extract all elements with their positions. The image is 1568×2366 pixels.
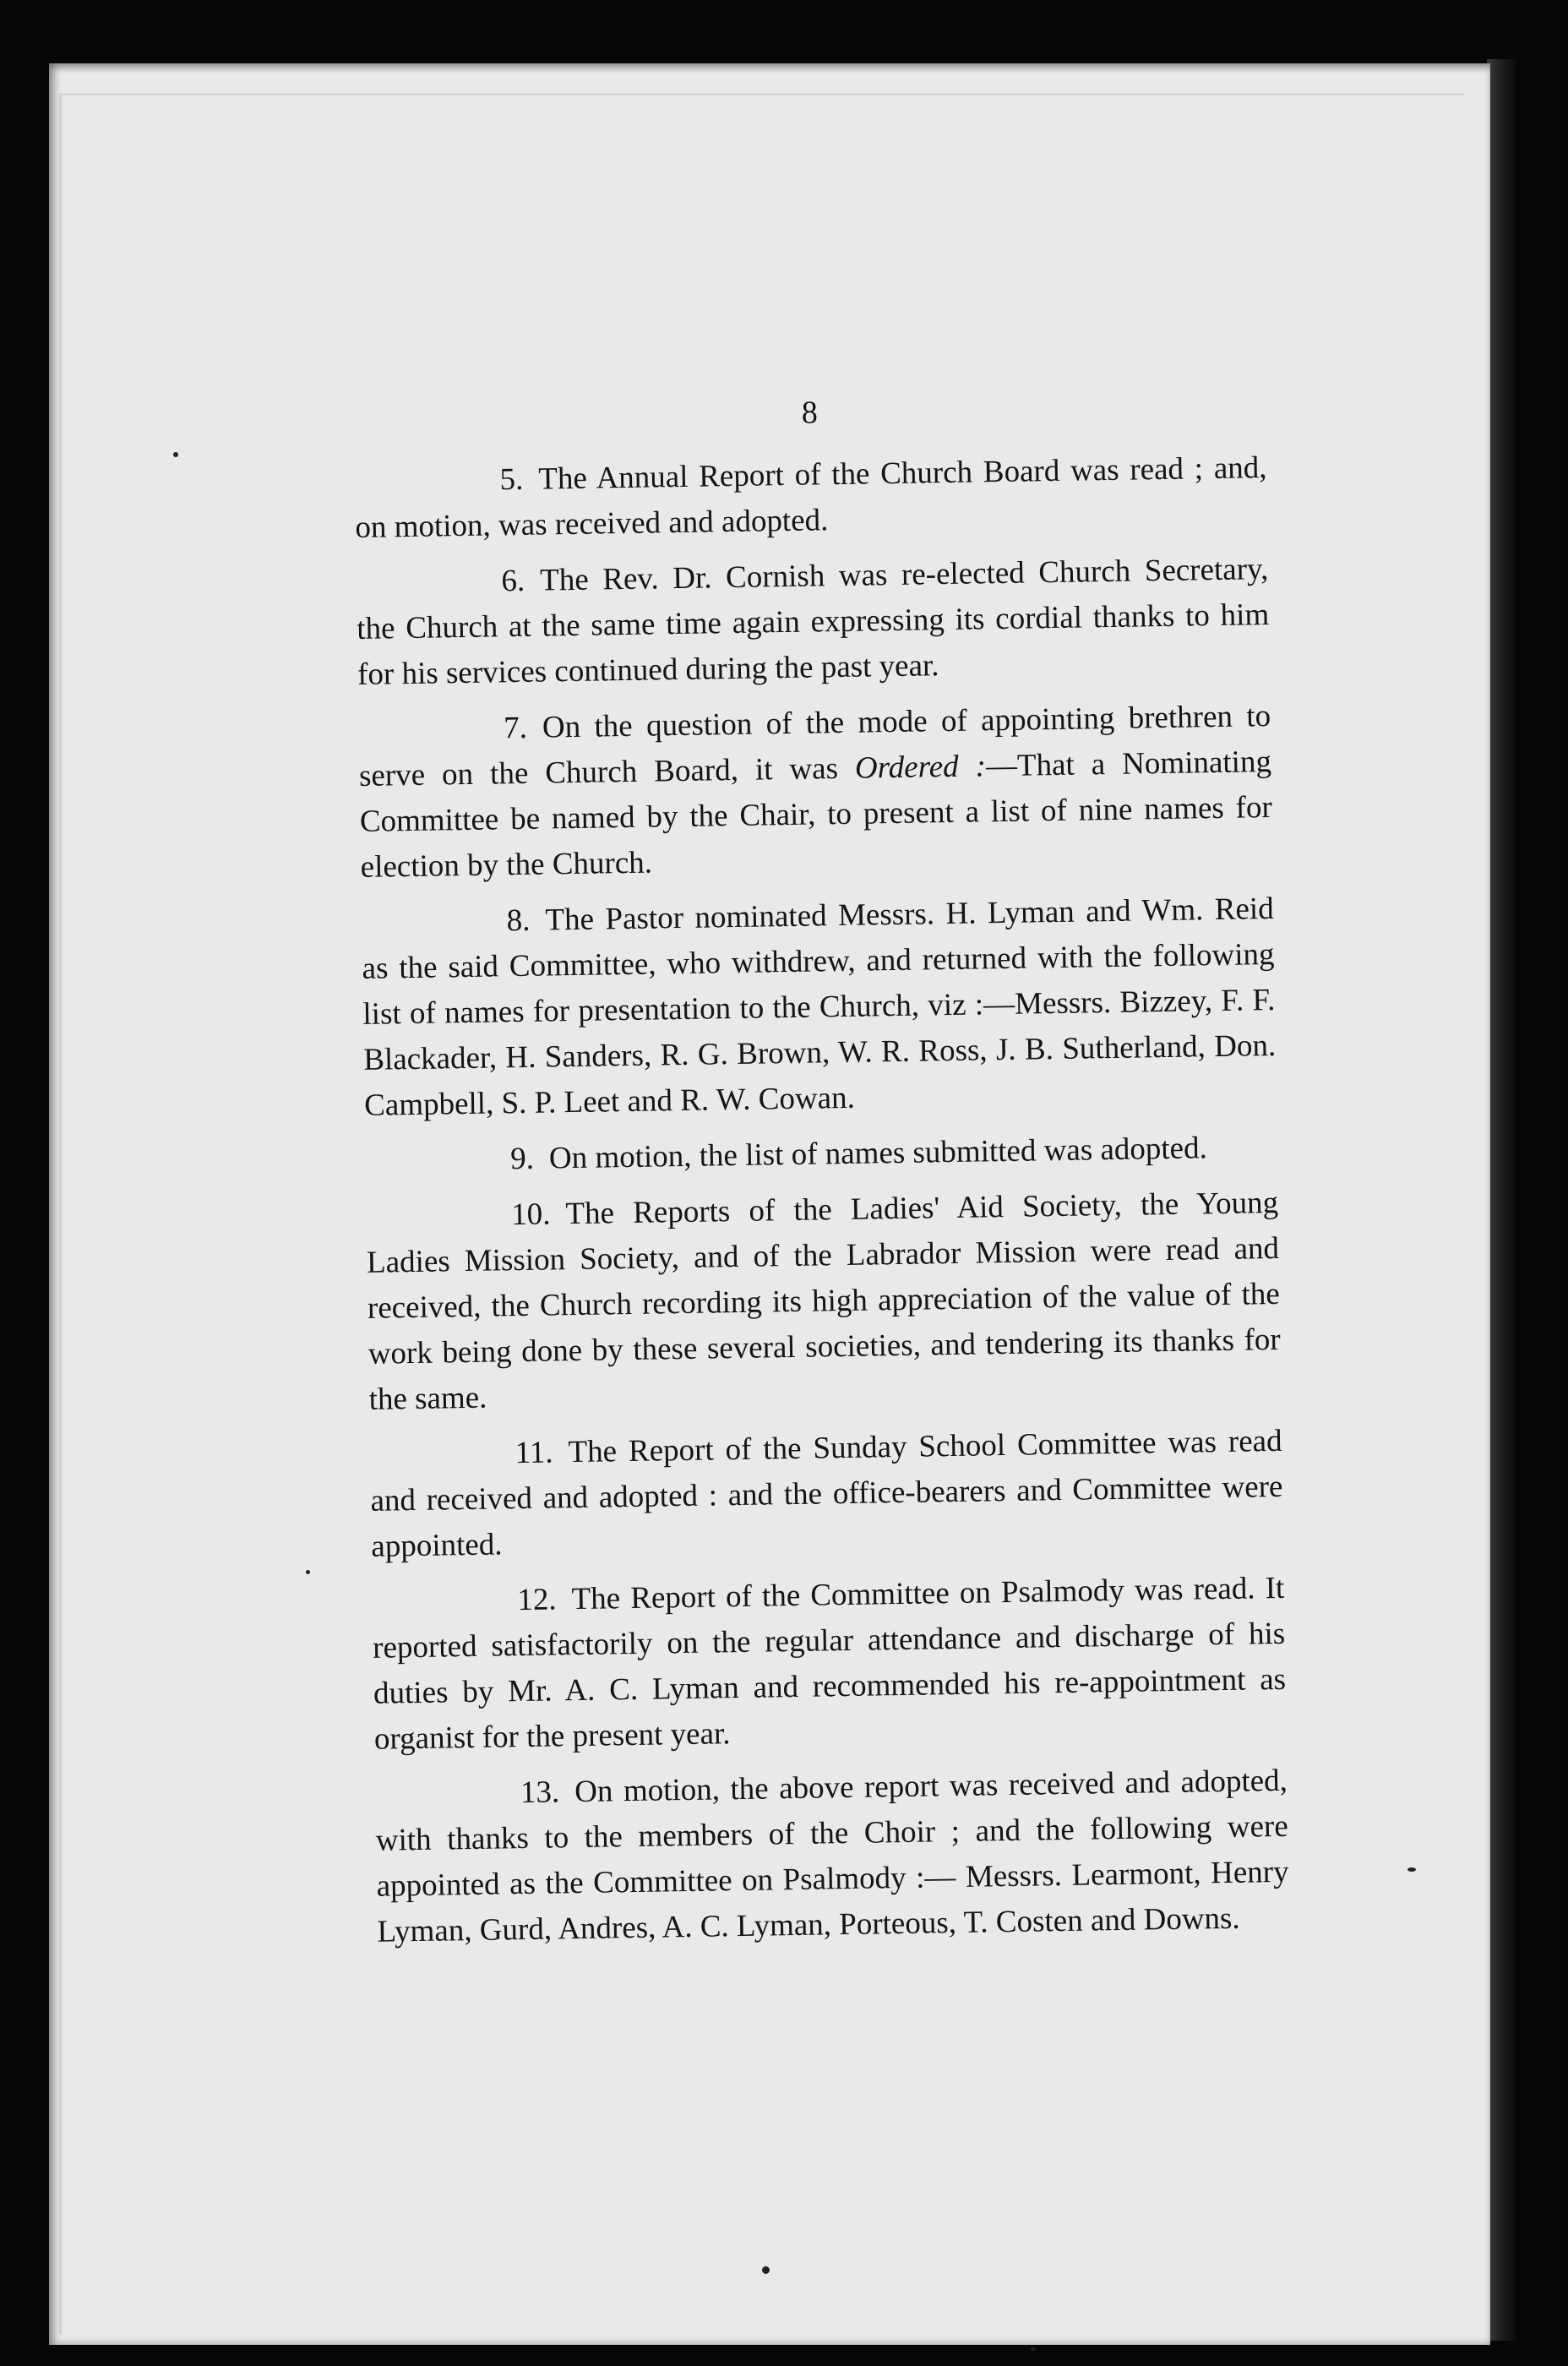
paragraph-6 (356, 547, 1270, 698)
scan-speck (762, 2266, 770, 2274)
paragraph-9 (365, 1125, 1278, 1185)
paragraph-number: 10. (510, 1197, 551, 1233)
paragraph-text-part: —That a Nominating Committee be named by the Chair, to present a list of nine names for election by the Church. (359, 744, 1273, 885)
paragraph-11 (369, 1419, 1283, 1570)
paragraph-13 (375, 1758, 1290, 1955)
page-number: 8 (801, 395, 819, 431)
paragraph-text: The Reports of the Ladies' Aid Society, the Young Ladies Mission Society, and of the Labrador Mission were read and received, the Church recording its high appreciation of the value of the work being done by these several societies, and tendering its thanks for the same. (366, 1185, 1281, 1417)
paragraph-number: 12. (517, 1582, 557, 1618)
paragraph-text: The Rev. Dr. Cornish was re-elected Church Secretary, the Church at the same time again expressing its cordial thanks to him for his services continued during the past year. (356, 552, 1270, 692)
paragraph-text-part: On the question of the mode of appointing brethren to serve on the Church Board, it was (358, 698, 1271, 793)
paragraph-number: 8. (506, 902, 531, 939)
paragraph-number: 7. (503, 710, 528, 746)
paragraph-10 (366, 1180, 1282, 1423)
paragraph-text: On motion, the list of names submitted was adopted. (548, 1131, 1208, 1176)
paragraph-number: 5. (499, 461, 524, 498)
scan-speck (1031, 2347, 1036, 2351)
paragraph-7 (358, 694, 1273, 891)
ordered-italic: Ordered : (854, 749, 987, 786)
paragraph-5 (354, 445, 1268, 551)
document-text (353, 383, 1290, 1965)
page-stack-edge (1487, 59, 1516, 2341)
paragraph-text: The Pastor nominated Messrs. H. Lyman and Wm. Reid as the said Committee, who withdrew, and returned with the following list of names for presentation to the Church, viz :—Messrs. Bizzey, F. F. Blackader, H. Sanders, R. G. Brown, W. R. Ross, J. B. Sutherland, Don. Campbell, S. P. Leet and R. W. Cowan. (362, 891, 1277, 1123)
paragraph-12 (372, 1566, 1287, 1763)
paragraph-number: 11. (514, 1435, 553, 1471)
scan-speck (173, 452, 178, 457)
paragraph-text: The Annual Report of the Church Board was read ; and, on motion, was received and adopted. (355, 450, 1267, 545)
paragraph-8 (361, 886, 1277, 1129)
paragraph-number: 9. (509, 1141, 535, 1177)
paragraph-text: The Report of the Committee on Psalmody was read. It reported satisfactorily on the regular attendance and discharge of his duties by Mr. A. C. Lyman and recommended his re-appointment as organist for the present year. (372, 1570, 1287, 1757)
paragraph-text: On motion, the above report was received and adopted, with thanks to the members of the Choir ; and the following were appointed as the Committee on Psalmody :— Messrs. Learmont, Henry Lyman, Gurd, Andres, A. C. Lyman, Porteous, T. Costen and Downs. (375, 1763, 1289, 1949)
paragraph-number: 6. (501, 563, 525, 599)
paragraph-text: The Report of the Sunday School Committee was read and received and adopted : and the office-bearers and Committee were appointed. (370, 1423, 1283, 1564)
paragraph-number: 13. (520, 1774, 560, 1811)
scan-speck (1407, 1867, 1416, 1872)
scan-speck (306, 1570, 310, 1574)
